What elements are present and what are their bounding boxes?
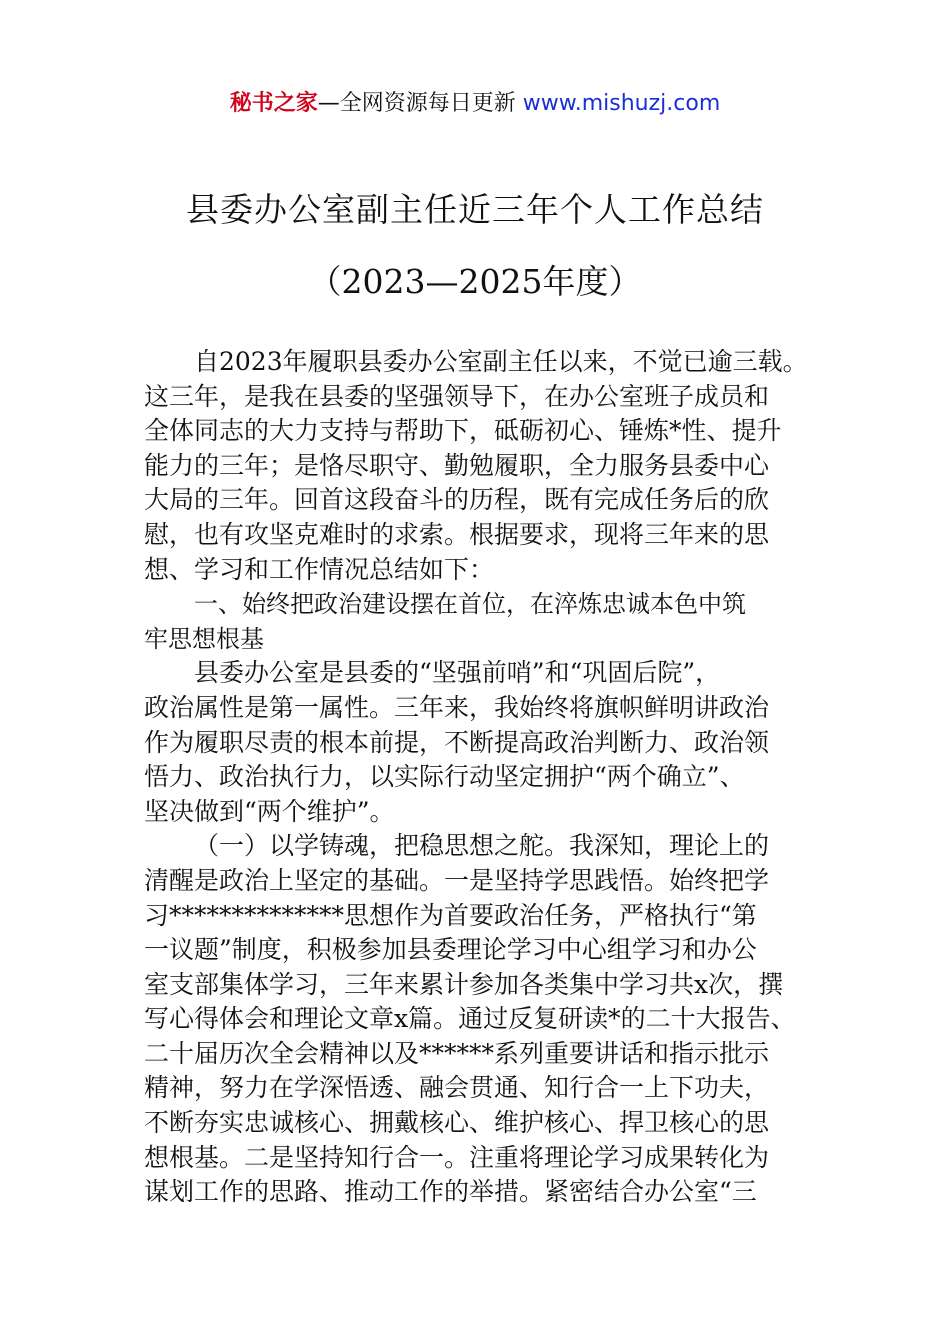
section-heading: 牢思想根基 (144, 624, 264, 653)
body-line: 自2023年履职县委办公室副主任以来，不觉已逾三载。 (194, 347, 808, 376)
body-line: 能力的三年；是恪尽职守、勤勉履职，全力服务县委中心 (144, 450, 770, 480)
document-body (144, 345, 814, 1210)
body-line: 二十届历次全会精神以及******系列重要讲话和指示批示 (144, 1038, 770, 1068)
body-line: 县委办公室是县委的“坚强前哨”和“巩固后院”， (194, 658, 721, 688)
site-brand: 秘书之家 (229, 91, 318, 116)
body-line: 精神，努力在学深悟透、融会贯通、知行合一上下功夫， (144, 1073, 770, 1103)
body-line: 不断夯实忠诚核心、拥戴核心、维护核心、捍卫核心的思 (144, 1108, 770, 1138)
site-url-link[interactable]: www.mishuzj.com (522, 91, 721, 116)
body-line: 大局的三年。回首这段奋斗的历程，既有完成任务后的欣 (144, 485, 770, 515)
body-line: 悟力、政治执行力，以实际行动坚定拥护“两个确立”、 (144, 762, 745, 792)
body-line: 全体同志的大力支持与帮助下，砥砺初心、锤炼*性、提升 (144, 416, 782, 446)
body-line: 习**************思想作为首要政治任务，严格执行“第 (144, 900, 757, 930)
body-line: 清醒是政治上坚定的基础。一是坚持学思践悟。始终把学 (144, 865, 770, 895)
body-line: 写心得体会和理论文章x篇。通过反复研读*的二十大报告、 (144, 1004, 796, 1034)
body-line: 政治属性是第一属性。三年来，我始终将旗帜鲜明讲政治 (144, 692, 770, 722)
section-heading: 一、始终把政治建设摆在首位，在淬炼忠诚本色中筑 (194, 590, 746, 619)
body-line: 一议题”制度，积极参加县委理论学习中心组学习和办公 (144, 935, 757, 965)
body-line: 室支部集体学习，三年来累计参加各类集中学习共x次，撰 (144, 969, 784, 999)
body-line: 这三年，是我在县委的坚强领导下，在办公室班子成员和 (144, 381, 770, 411)
body-line: 想、学习和工作情况总结如下： (144, 554, 495, 584)
document-title: 县委办公室副主任近三年个人工作总结 (186, 190, 764, 229)
site-tagline: —全网资源每日更新 (317, 91, 523, 116)
body-line: 谋划工作的思路、推动工作的举措。紧密结合办公室“三 (144, 1177, 757, 1207)
document-subtitle: （2023—2025年度） (308, 262, 642, 301)
body-line: （一）以学铸魂，把稳思想之舵。我深知，理论上的 (194, 831, 770, 861)
body-line: 坚决做到“两个维护”。 (144, 796, 395, 826)
site-header (0, 88, 950, 120)
body-line: 作为履职尽责的根本前提，不断提高政治判断力、政治领 (144, 727, 770, 757)
body-line: 想根基。二是坚持知行合一。注重将理论学习成果转化为 (144, 1142, 770, 1172)
body-line: 慰，也有攻坚克难时的求索。根据要求，现将三年来的思 (144, 519, 770, 549)
